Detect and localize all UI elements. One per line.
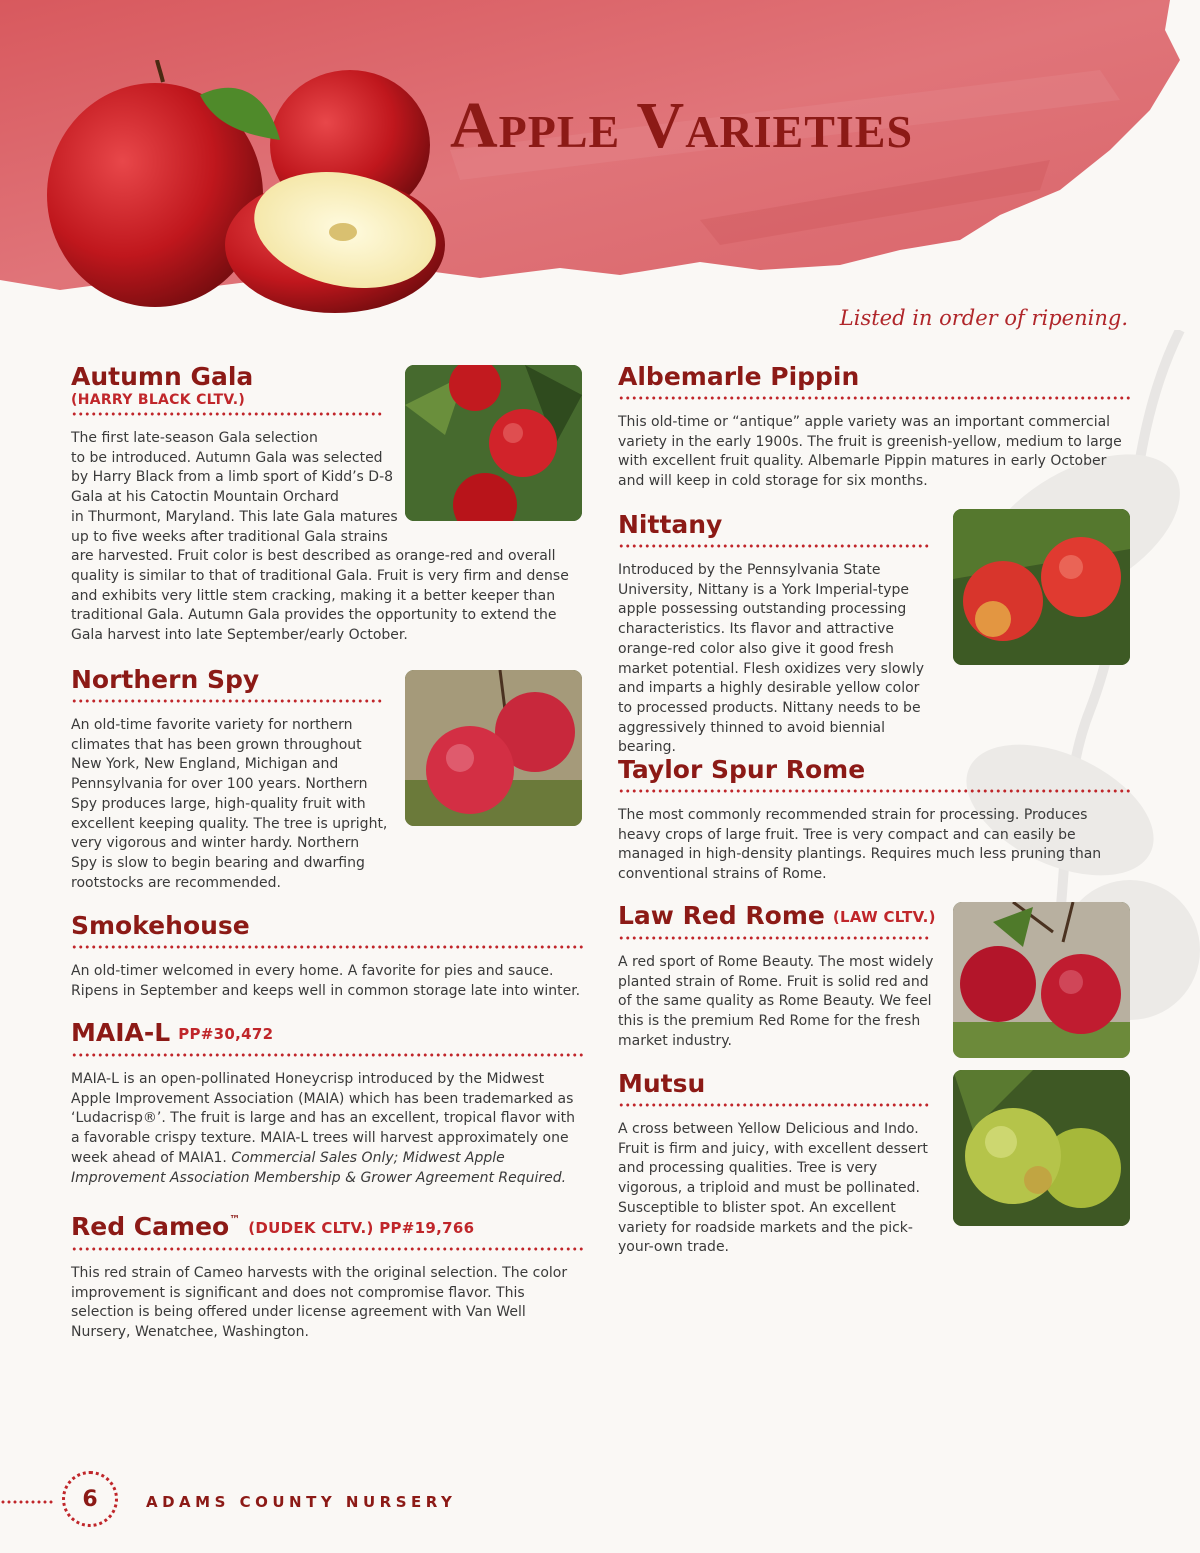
nittany-photo	[953, 509, 1130, 665]
hero-apples-image	[45, 60, 450, 315]
variety-red-cameo	[71, 1205, 583, 1343]
variety-name: Albemarle Pippin	[618, 362, 860, 391]
variety-name: Taylor Spur Rome	[618, 755, 866, 784]
law-red-rome-photo	[953, 902, 1130, 1058]
variety-description: An old-timer welcomed in every home. A favorite for pies and sauce. Ripens in September and keeps well in common storage late into winter.	[71, 963, 581, 999]
variety-name: Law Red Rome	[618, 901, 825, 930]
variety-name: Smokehouse	[71, 911, 250, 940]
page-title: Apple Varieties	[450, 89, 914, 162]
variety-description: The most commonly recommended strain for processing. Produces heavy crops of large fruit. Tree is very compact and can easily be managed in high-density plantings. Requires much less pruning than conventional strains of Rome.	[618, 807, 1102, 883]
variety-patent: PP#30,472	[178, 1025, 274, 1043]
variety-mutsu	[618, 1069, 938, 1258]
northern-spy-photo	[405, 670, 582, 826]
variety-maia-l	[71, 1018, 583, 1188]
nursery-brand: ADAMS COUNTY NURSERY	[146, 1493, 457, 1511]
variety-name: Nittany	[618, 510, 723, 539]
dotted-divider	[618, 936, 930, 940]
variety-taylor-spur-rome	[618, 755, 1130, 885]
dotted-divider	[618, 544, 930, 548]
variety-cultivar: (DUDEK CLTV.) PP#19,766	[248, 1219, 475, 1237]
variety-name: MAIA-L	[71, 1018, 171, 1047]
dotted-divider	[71, 699, 383, 703]
variety-name-row	[71, 1205, 583, 1243]
variety-name-row	[618, 901, 936, 932]
variety-cultivar: (HARRY BLACK CLTV.)	[71, 392, 246, 408]
dotted-divider	[71, 1053, 583, 1057]
dotted-divider	[618, 789, 1130, 793]
variety-description: A red sport of Rome Beauty. The most widely planted strain of Rome. Fruit is solid red and of the same quality as Rome Beauty. We feel this is the premium Red Rome for the fresh market industry.	[618, 954, 934, 1049]
mutsu-photo	[953, 1070, 1130, 1226]
page-number: 6	[62, 1471, 118, 1527]
variety-description: An old-time favorite variety for northern climates that has been grown throughout New York, New England, Michigan and Pennsylvania for over 100 years. Northern Spy produces large, high-quality fruit with excellent keeping quality. The tree is upright, very vigorous and winter hardy. Northern Spy is slow to begin bearing and dwarfing rootstocks are recommended.	[71, 717, 388, 891]
variety-name: Mutsu	[618, 1069, 706, 1098]
variety-description: A cross between Yellow Delicious and Indo. Fruit is firm and juicy, with excellent dessert and processing qualities. Tree is very vigorous, a triploid and must be pollinated. Susceptible to blister spot. An excellent variety for roadside markets and the pick-your-own trade.	[618, 1121, 928, 1256]
variety-description: This old-time or “antique” apple variety was an important commercial variety in the early 1900s. The fruit is greenish-yellow, medium to large with excellent fruit quality. Albemarle Pippin matures in early October and will keep in cold storage for six months.	[618, 414, 1122, 490]
footer-divider	[0, 1500, 55, 1504]
variety-law-red-rome	[618, 901, 938, 1052]
variety-nittany	[618, 510, 938, 758]
variety-description: This red strain of Cameo harvests with the original selection. The color improvement is significant and does not compromise flavor. This selection is being offered under license agreement with Van Well Nursery, Wenatchee, Washington.	[71, 1265, 568, 1341]
dotted-divider	[71, 1247, 583, 1251]
variety-northern-spy	[71, 665, 391, 893]
autumn-gala-photo	[405, 365, 582, 521]
dotted-divider	[618, 1103, 930, 1107]
dotted-divider	[71, 412, 383, 416]
dotted-divider	[71, 945, 583, 949]
variety-cultivar: (LAW CLTV.)	[832, 908, 936, 926]
variety-description: Introduced by the Pennsylvania State University, Nittany is a York Imperial-type apple possessing outstanding processing characteristics. Its flavor and attractive orange-red color also give it good fresh market potential. Flesh oxidizes very slowly and imparts a highly desirable yellow color to processed products. Nittany needs to be aggressively thinned to avoid biennial bearing.	[618, 562, 925, 756]
variety-smokehouse	[71, 911, 583, 1001]
trademark-symbol: ™	[229, 1213, 241, 1226]
variety-name: Red Cameo	[71, 1212, 230, 1241]
page-subtitle: Listed in order of ripening.	[839, 306, 1128, 330]
variety-name-row	[71, 1018, 583, 1049]
variety-description: The first late-season Gala selection to be introduced. Autumn Gala was selected by Harry Black from a limb sport of Kidd’s D-8 Gala at his Catoctin Mountain Orchard in Thurmont, Maryland. This late Gala matures up to five weeks after traditional Gala strains are harvested. Fruit color is best described as orange-red and overall quality is similar to that of traditional Gala. Fruit is very firm and dense and exhibits very little stem cracking, making it a better keeper than traditional Gala. Autumn Gala provides the opportunity to extend the Gala harvest into late September/early October.	[71, 430, 569, 644]
variety-name: Autumn Gala	[71, 362, 254, 391]
sales-restriction-note: Commercial Sales Only; Midwest Apple Improvement Association Membership & Grower Agreement Required.	[71, 1149, 567, 1186]
variety-name: Northern Spy	[71, 665, 260, 694]
variety-description: MAIA-L is an open-pollinated Honeycrisp introduced by the Midwest Apple Improvement Association (MAIA) which has been trademarked as ‘Ludacrisp®’. The fruit is large and has an excellent, tropical flavor with a favorable crispy texture. MAIA-L trees will harvest approximately one week ahead of MAIA1. Commercial Sales Only; Midwest Apple Improvement Association Membership & Grower Agreement Required.	[71, 1071, 575, 1186]
variety-albemarle-pippin	[618, 362, 1130, 492]
dotted-divider	[618, 396, 1130, 400]
